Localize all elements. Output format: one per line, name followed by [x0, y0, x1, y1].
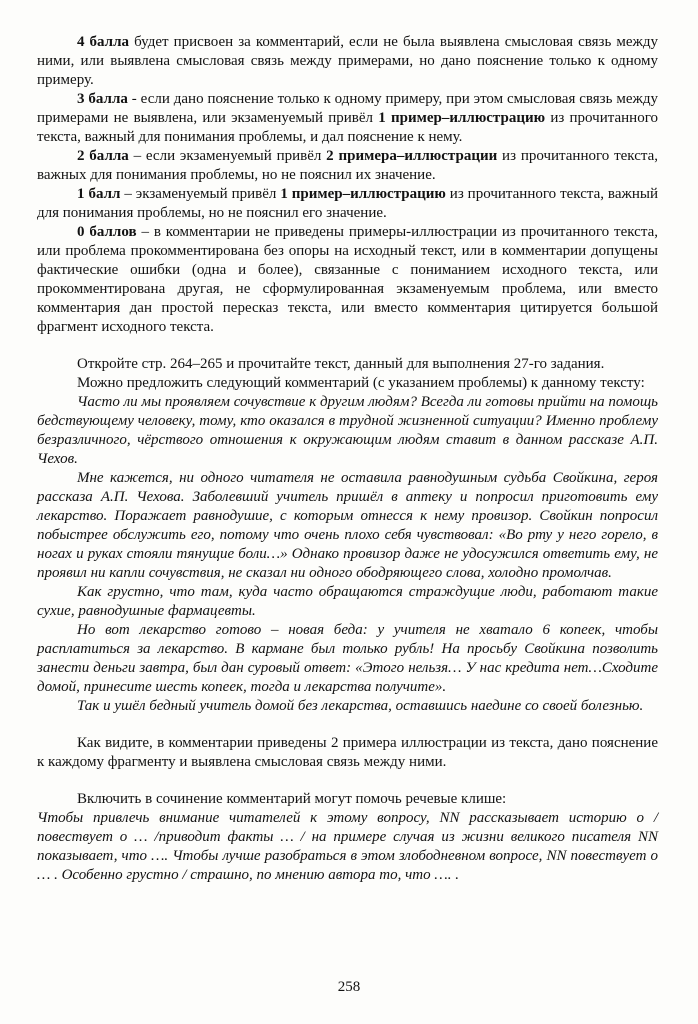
paragraph: [37, 355, 658, 374]
text-segment: будет присвоен за комментарий, если не была выявлена смысловая связь между ними, или выявлена смысловая связь между примерами, но дано пояснение только к одному примеру.: [37, 34, 658, 88]
text-segment: Можно предложить следующий комментарий (с указанием проблемы) к данному тексту:: [77, 375, 645, 391]
paragraph: [37, 147, 658, 185]
bold-text-segment: 1 пример–иллюстрацию: [280, 186, 446, 202]
text-segment: Как видите, в комментарии приведены 2 примера иллюстрации из текста, дано пояснение к каждому фрагменту и выявлена смысловая связь между ними.: [37, 735, 658, 770]
text-segment: – экзаменуемый привёл: [124, 186, 281, 202]
text-segment: Откройте стр. 264–265 и прочитайте текст, данный для выполнения 27-го задания.: [77, 356, 605, 372]
paragraph: [37, 90, 658, 147]
paragraph: [37, 809, 658, 885]
paragraph-gap: [37, 337, 658, 355]
paragraph: [37, 469, 658, 583]
paragraph-gap: [37, 716, 658, 734]
text-segment: Часто ли мы проявляем сочувствие к другим людям? Всегда ли готовы прийти на помощь бедствующему человеку, тому, кто оказался в трудной жизненной ситуации? Именно проблему безразличного, чёрствого отношения к окружающим людям ставит в данном рассказе А.П. Чехов.: [37, 394, 658, 467]
text-segment: из прочитанного текста, важный для понимания проблемы, но не пояснил его значение.: [37, 186, 658, 221]
bold-text-segment: 2 балла: [77, 148, 134, 164]
paragraph: [37, 185, 658, 223]
page-number: 258: [337, 979, 361, 995]
text-segment: Так и ушёл бедный учитель домой без лекарства, оставшись наедине со своей болезнью.: [77, 698, 644, 714]
paragraph: [37, 583, 658, 621]
paragraph: [37, 223, 658, 337]
paragraph: [37, 697, 658, 716]
text-segment: - если дано пояснение только к одному примеру, при этом смысловая связь между примерами не выявлена, или экзаменуемый привёл: [37, 91, 658, 126]
text-segment: – если экзаменуемый привёл: [133, 148, 327, 164]
text-segment: Чтобы привлечь внимание читателей к этому вопросу, NN рассказывает историю о /повествует о … /приводит факты … / на примере случая из жизни великого писателя NN показывает, что …. Чтобы лучше разобраться в этом злободневном вопросе, NN повествует о … . Особенно грустно / страшно, по мнению автора то, что …. .: [37, 810, 658, 883]
text-segment: – в комментарии не приведены примеры-иллюстрации из прочитанного текста, или проблема прокомментирована без опоры на исходный текст, или в комментарии допущены фактические ошибки (одна и более), связанные с пониманием исходного текста, или прокомментирована другая, не сформулированная экзаменуемым проблема, или вместо комментария дан простой пересказ текста, или вместо комментария цитируется большой фрагмент исходного текста.: [37, 224, 658, 335]
bold-text-segment: 4 балла: [77, 34, 135, 50]
text-segment: Но вот лекарство готово – новая беда: у учителя не хватало 6 копеек, чтобы расплатиться за лекарство. В кармане был только рубль! На просьбу Свойкина позволить занести деньги завтра, был дан суровый ответ: «Этого нельзя… У нас кредита нет…Сходите домой, принесите шесть копеек, тогда и лекарства получите».: [37, 622, 658, 695]
paragraph: [37, 33, 658, 90]
paragraph: [37, 790, 658, 809]
text-segment: Как грустно, что там, куда часто обращаются страждущие люди, работают такие сухие, равнодушные фармацевты.: [37, 584, 658, 619]
paragraph: [37, 621, 658, 697]
bold-text-segment: 2 примера–иллюстрации: [326, 148, 498, 164]
paragraph: [37, 734, 658, 772]
text-segment: Включить в сочинение комментарий могут помочь речевые клише:: [77, 791, 507, 807]
bold-text-segment: 3 балла: [77, 91, 132, 107]
text-segment: Мне кажется, ни одного читателя не оставила равнодушным судьба Свойкина, героя рассказа А.П. Чехова. Заболевший учитель пришёл в аптеку и попросил приготовить ему лекарство. Поражает равнодушие, с которым отнесся к нему провизор. Свойкин попросил побыстрее обслужить его, потому что очень плохо себя чувствовал: «Во рту у него горело, в ногах и руках стояли тянущие боли…» Однако провизор даже не удосужился ответить ему, не проявил ни капли сочувствия, не сказал ни одного ободряющего слова, холодно промолчав.: [37, 470, 658, 581]
bold-text-segment: 0 баллов: [77, 224, 142, 240]
text-segment: из прочитанного текста, важных для понимания проблемы, но не пояснил их значение.: [37, 148, 659, 183]
bold-text-segment: 1 пример–иллюстрацию: [378, 110, 546, 126]
paragraph-gap: [37, 772, 658, 790]
bold-text-segment: 1 балл: [77, 186, 125, 202]
paragraph: [37, 374, 658, 393]
text-segment: из прочитанного текста, важный для понимания проблемы, и дал пояснение к нему.: [37, 110, 658, 145]
paragraph: [37, 393, 658, 469]
